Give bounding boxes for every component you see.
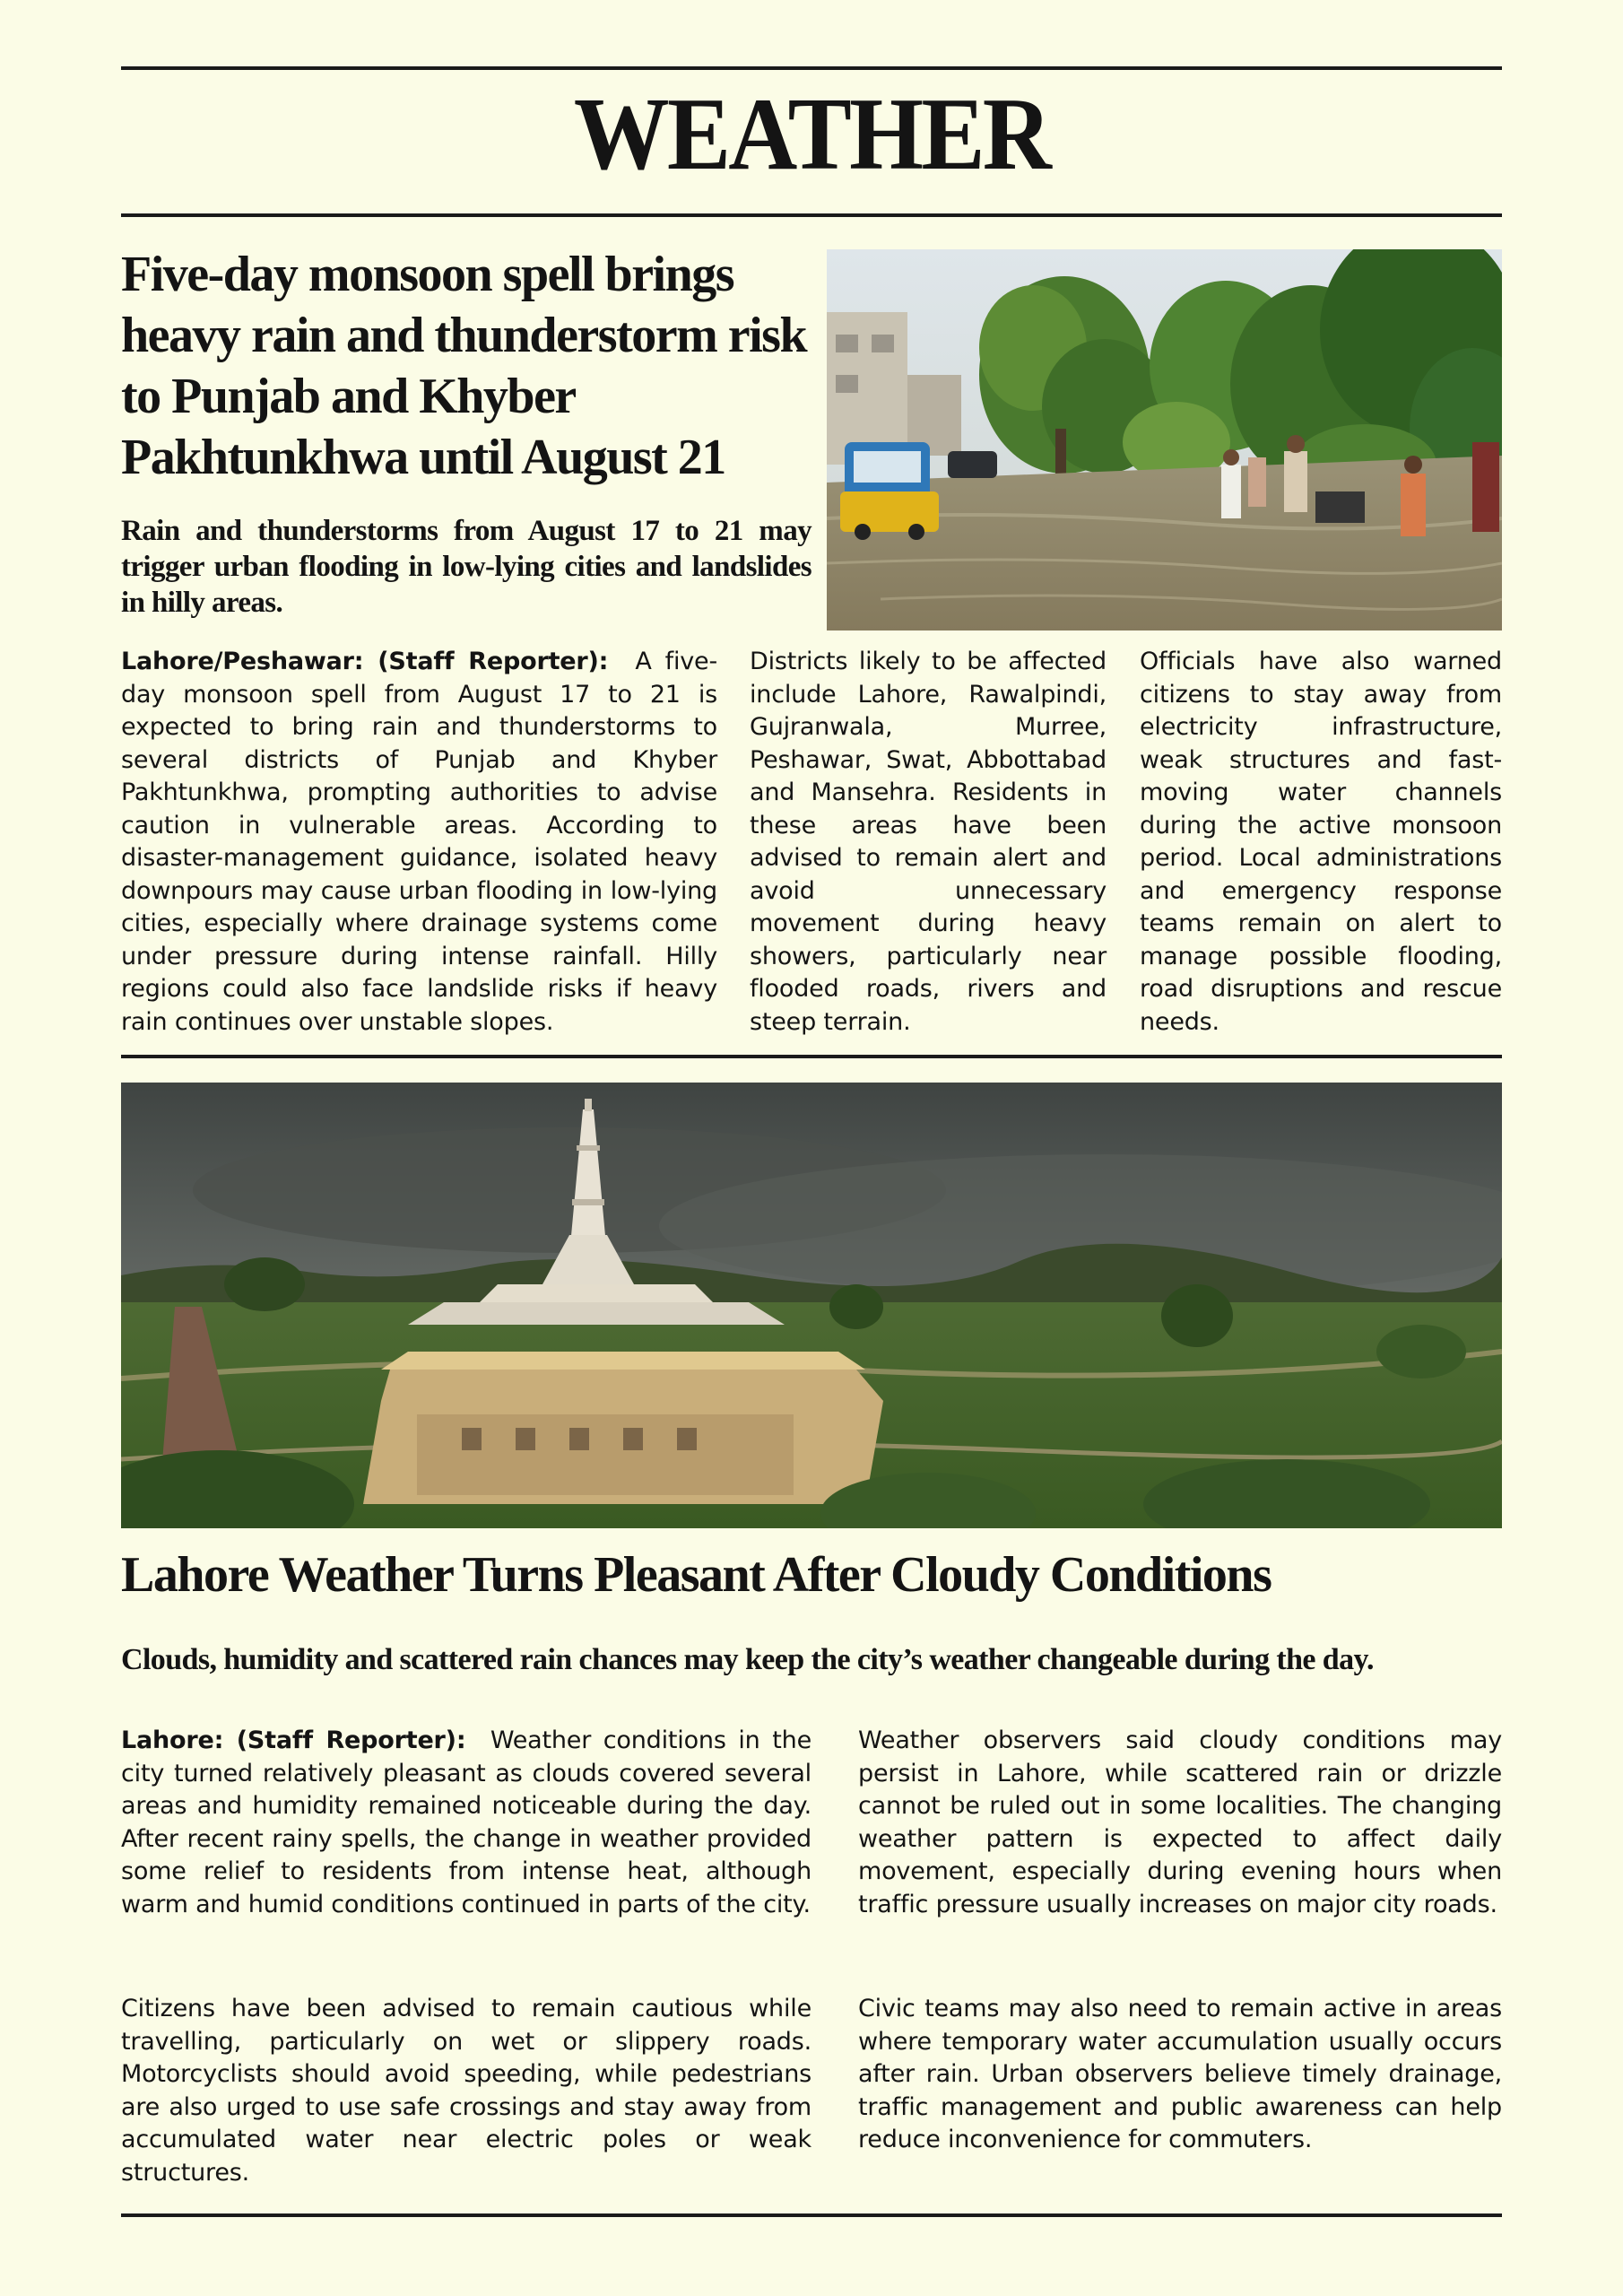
story1-col3-text: Officials have also warned citizens to stay away from electricity infrastructure, weak structures and fast-moving water channels during the active monsoon period. Local administrations and emergency response teams remain on alert to manage possible flooding, road disruptions and rescue needs. (1140, 648, 1502, 1036)
story1-col2-text: Districts likely to be affected include Lahore, Rawalpindi, Gujranwala, Murree, Peshawar, Swat, Abbottabad and Mansehra. Residents in these areas have been advised to remain alert and avoid unnecessary movement during heavy showers, particularly near flooded roads, rivers and steep terrain. (750, 648, 1107, 1036)
story1-headline: Five-day monsoon spell brings heavy rain and thunderstorm risk to Punjab and Khyber Pakhtunkhwa until August 21 (121, 247, 807, 485)
story2-col2-p2-text: Civic teams may also need to remain active in areas where temporary water accumulation usually occurs after rain. Urban observers believe timely drainage, traffic management and public awareness can help reduce inconvenience for commuters. (858, 1995, 1502, 2153)
story1-deck: Rain and thunderstorms from August 17 to 21 may trigger urban flooding in low-lying cities and landslides in hilly areas. (121, 515, 812, 619)
story2-col1-p1-text: Weather conditions in the city turned relatively pleasant as clouds covered several areas and humidity remained noticeable during the day. After recent rainy spells, the change in weather provided some relief to residents from intense heat, although warm and humid conditions continued in parts of the city. (121, 1726, 812, 1918)
flooded-street-photo (827, 249, 1502, 631)
story1-column-1 (121, 646, 717, 1039)
masthead-rule (121, 213, 1502, 217)
story1-byline: Lahore/Peshawar: (Staff Reporter): (121, 648, 609, 675)
story2-column-2-para-1 (858, 1725, 1502, 1921)
story2-headline: Lahore Weather Turns Pleasant After Cloudy Conditions (121, 1547, 1271, 1603)
story2-col1-p2-text: Citizens have been advised to remain cautious while travelling, particularly on wet or slippery roads. Motorcyclists should avoid speeding, while pedestrians are also urged to use safe crossings and stay away from accumulated water near electric poles or weak structures. (121, 1995, 812, 2187)
story1-column-3 (1140, 646, 1502, 1039)
story-divider-rule (121, 1055, 1502, 1058)
top-rule (121, 66, 1502, 70)
story1-column-2 (750, 646, 1107, 1039)
story2-column-2-para-2 (858, 1993, 1502, 2157)
story2-column-1-para-1 (121, 1725, 812, 1921)
minar-e-pakistan-photo (121, 1083, 1502, 1528)
bottom-rule (121, 2213, 1502, 2217)
masthead-title: WEATHER (573, 77, 1050, 192)
story1-col1-text: A five-day monsoon spell from August 17 to 21 is expected to bring rain and thunderstorms to several districts of Punjab and Khyber Pakhtunkhwa, prompting authorities to advise caution in vulnerable areas. According to disaster-management guidance, isolated heavy downpours may cause urban flooding in low-lying cities, especially where drainage systems come under pressure during intense rainfall. Hilly regions could also face landslide risks if heavy rain continues over unstable slopes. (121, 648, 717, 1036)
story2-column-1-para-2 (121, 1993, 812, 2189)
story2-col2-p1-text: Weather observers said cloudy conditions may persist in Lahore, while scattered rain or drizzle cannot be ruled out in some localities. The changing weather pattern is expected to affect daily movement, especially during evening hours when traffic pressure usually increases on major city roads. (858, 1726, 1502, 1918)
story2-deck: Clouds, humidity and scattered rain chances may keep the city’s weather changeable during the day. (121, 1643, 1374, 1676)
story2-byline: Lahore: (Staff Reporter): (121, 1726, 466, 1754)
